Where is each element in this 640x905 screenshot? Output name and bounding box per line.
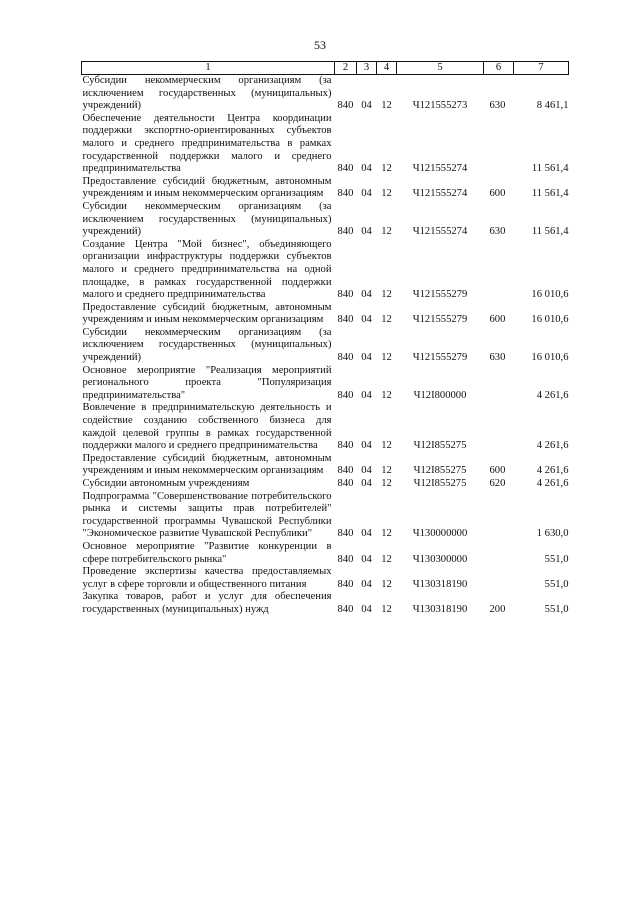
cell-c4: 12 [381, 100, 392, 112]
cell-c7: 11 561,4 [531, 163, 569, 175]
column-header: 7 [514, 62, 569, 75]
column-header: 2 [335, 62, 357, 75]
cell-c3: 04 [361, 389, 372, 401]
cell-c5: Ч121555279 [412, 352, 468, 364]
cell-c4: 12 [381, 528, 392, 540]
cell-c5: Ч121555274 [412, 188, 468, 200]
table-row [82, 591, 569, 616]
cell-c4: 12 [381, 226, 392, 238]
cell-c5: Ч130318190 [412, 603, 468, 615]
cell-c4: 12 [381, 314, 392, 326]
table-header-row [82, 62, 569, 75]
cell-c6 [484, 566, 514, 591]
table-row [82, 327, 569, 365]
cell-c7: 4 261,6 [536, 389, 569, 401]
cell-c2: 840 [337, 314, 354, 326]
cell-c6 [484, 541, 514, 566]
cell-c3: 04 [361, 465, 372, 477]
cell-c5: Ч130318190 [412, 578, 468, 590]
cell-c4: 12 [381, 603, 392, 615]
cell-c6: 620 [489, 478, 506, 489]
cell-c7: 16 010,6 [531, 352, 569, 364]
cell-c3: 04 [361, 289, 372, 301]
table-row [82, 239, 569, 302]
table-row [82, 113, 569, 176]
row-description: Предоставление субсидий бюджетным, автономным учреждениям и иным некоммерческим организациям [82, 301, 332, 326]
cell-c6 [484, 239, 514, 302]
cell-c2: 840 [337, 440, 354, 452]
table-row [82, 478, 569, 491]
cell-c2: 840 [337, 163, 354, 175]
cell-c5: Ч12I800000 [413, 389, 467, 401]
cell-c2: 840 [337, 528, 354, 540]
cell-c2: 840 [337, 100, 354, 112]
cell-c2: 840 [337, 465, 354, 477]
page-number: 53 [314, 38, 326, 52]
cell-c4: 12 [381, 465, 392, 477]
column-header: 3 [357, 62, 377, 75]
cell-c3: 04 [361, 528, 372, 540]
column-header: 4 [377, 62, 397, 75]
cell-c7: 11 561,4 [531, 226, 569, 238]
cell-c3: 04 [361, 163, 372, 175]
row-description: Вовлечение в предпринимательскую деятельность и содействие созданию собственного бизнеса для каждой целевой группы в рамках государственной поддержки малого и среднего предпринимательства [82, 402, 332, 452]
table-body [82, 75, 569, 617]
cell-c2: 840 [337, 289, 354, 301]
table-row [82, 201, 569, 239]
cell-c4: 12 [381, 389, 392, 401]
cell-c5: Ч130000000 [412, 528, 468, 540]
cell-c7: 551,0 [544, 578, 569, 590]
cell-c4: 12 [381, 188, 392, 200]
cell-c6 [484, 402, 514, 452]
table-row [82, 75, 569, 113]
cell-c7: 4 261,6 [536, 440, 569, 452]
cell-c4: 12 [381, 352, 392, 364]
cell-c6 [484, 365, 514, 403]
cell-c2: 840 [337, 226, 354, 238]
cell-c3: 04 [361, 100, 372, 112]
cell-c6: 600 [489, 465, 506, 477]
column-header: 6 [484, 62, 514, 75]
table-row [82, 491, 569, 541]
row-description: Субсидии автономным учреждениям [82, 478, 250, 489]
cell-c5: Ч121555274 [412, 226, 468, 238]
cell-c3: 04 [361, 603, 372, 615]
cell-c6: 630 [489, 100, 506, 112]
table-row [82, 176, 569, 201]
cell-c6: 630 [489, 226, 506, 238]
row-description: Закупка товаров, работ и услуг для обеспечения государственных (муниципальных) нужд [82, 591, 332, 615]
row-description: Субсидии некоммерческим организациям (за исключением государственных (муниципальных) учреждений) [82, 326, 332, 364]
cell-c3: 04 [361, 553, 372, 565]
cell-c2: 840 [337, 603, 354, 615]
cell-c3: 04 [361, 314, 372, 326]
cell-c6 [484, 491, 514, 541]
cell-c4: 12 [381, 289, 392, 301]
column-header: 1 [82, 62, 335, 75]
table-row [82, 365, 569, 403]
cell-c5: Ч121555279 [412, 314, 468, 326]
row-description: Создание Центра "Мой бизнес", объединяющего организации инфраструктуры поддержки субъектов малого и среднего предпринимательства на одной площадке, в рамках государственной поддержки малого и среднего предпринимательства [82, 238, 332, 301]
row-description: Обеспечение деятельности Центра координации поддержки экспортно-ориентированных субъектов малого и среднего предпринимательства в рамках государственной поддержки малого и среднего предпринимательства [82, 112, 332, 175]
cell-c3: 04 [361, 440, 372, 452]
cell-c6: 600 [489, 188, 506, 200]
cell-c7: 4 261,6 [536, 465, 569, 477]
cell-c7: 16 010,6 [531, 314, 569, 326]
cell-c5: Ч12I855275 [413, 478, 467, 489]
cell-c3: 04 [361, 226, 372, 238]
row-description: Подпрограмма "Совершенствование потребительского рынка и системы защиты прав потребителей" государственной программы Чувашской Республики "Экономическое развитие Чувашской Республики" [82, 490, 332, 540]
cell-c4: 12 [381, 578, 392, 590]
cell-c7: 16 010,6 [531, 289, 569, 301]
row-description: Основное мероприятие "Развитие конкуренции в сфере потребительского рынка" [82, 540, 332, 565]
column-header: 5 [397, 62, 484, 75]
cell-c4: 12 [381, 440, 392, 452]
cell-c5: Ч12I855275 [413, 465, 467, 477]
cell-c7: 11 561,4 [531, 188, 569, 200]
cell-c5: Ч121555279 [412, 289, 468, 301]
cell-c2: 840 [337, 188, 354, 200]
cell-c6: 600 [489, 314, 506, 326]
table-row [82, 402, 569, 452]
cell-c2: 840 [337, 352, 354, 364]
cell-c3: 04 [361, 478, 372, 489]
cell-c2: 840 [337, 553, 354, 565]
cell-c2: 840 [337, 578, 354, 590]
cell-c6: 200 [489, 603, 506, 615]
row-description: Основное мероприятие "Реализация мероприятий регионального проекта "Популяризация предпринимательства" [82, 364, 332, 401]
cell-c6 [484, 113, 514, 176]
row-description: Субсидии некоммерческим организациям (за исключением государственных (муниципальных) учреждений) [82, 200, 332, 238]
cell-c2: 840 [337, 478, 354, 489]
cell-c4: 12 [381, 553, 392, 565]
row-description: Субсидии некоммерческим организациям (за исключением государственных (муниципальных) учреждений) [82, 75, 332, 112]
cell-c6: 630 [489, 352, 506, 364]
table-row [82, 302, 569, 327]
cell-c2: 840 [337, 389, 354, 401]
row-description: Предоставление субсидий бюджетным, автономным учреждениям и иным некоммерческим организациям [82, 452, 332, 477]
table-row [82, 566, 569, 591]
cell-c7: 551,0 [544, 603, 569, 615]
table-row [82, 541, 569, 566]
cell-c5: Ч12I855275 [413, 440, 467, 452]
cell-c3: 04 [361, 188, 372, 200]
cell-c5: Ч130300000 [412, 553, 468, 565]
row-description: Проведение экспертизы качества предоставляемых услуг в сфере торговли и общественного питания [82, 566, 332, 590]
cell-c4: 12 [381, 163, 392, 175]
cell-c3: 04 [361, 352, 372, 364]
table-row [82, 453, 569, 478]
cell-c5: Ч121555273 [412, 100, 468, 112]
cell-c7: 4 261,6 [536, 478, 569, 489]
cell-c7: 551,0 [544, 553, 569, 565]
cell-c3: 04 [361, 578, 372, 590]
row-description: Предоставление субсидий бюджетным, автономным учреждениям и иным некоммерческим организациям [82, 175, 332, 200]
budget-table [81, 61, 569, 617]
cell-c4: 12 [381, 478, 392, 489]
cell-c7: 8 461,1 [536, 100, 569, 112]
cell-c7: 1 630,0 [536, 528, 569, 540]
cell-c5: Ч121555274 [412, 163, 468, 175]
